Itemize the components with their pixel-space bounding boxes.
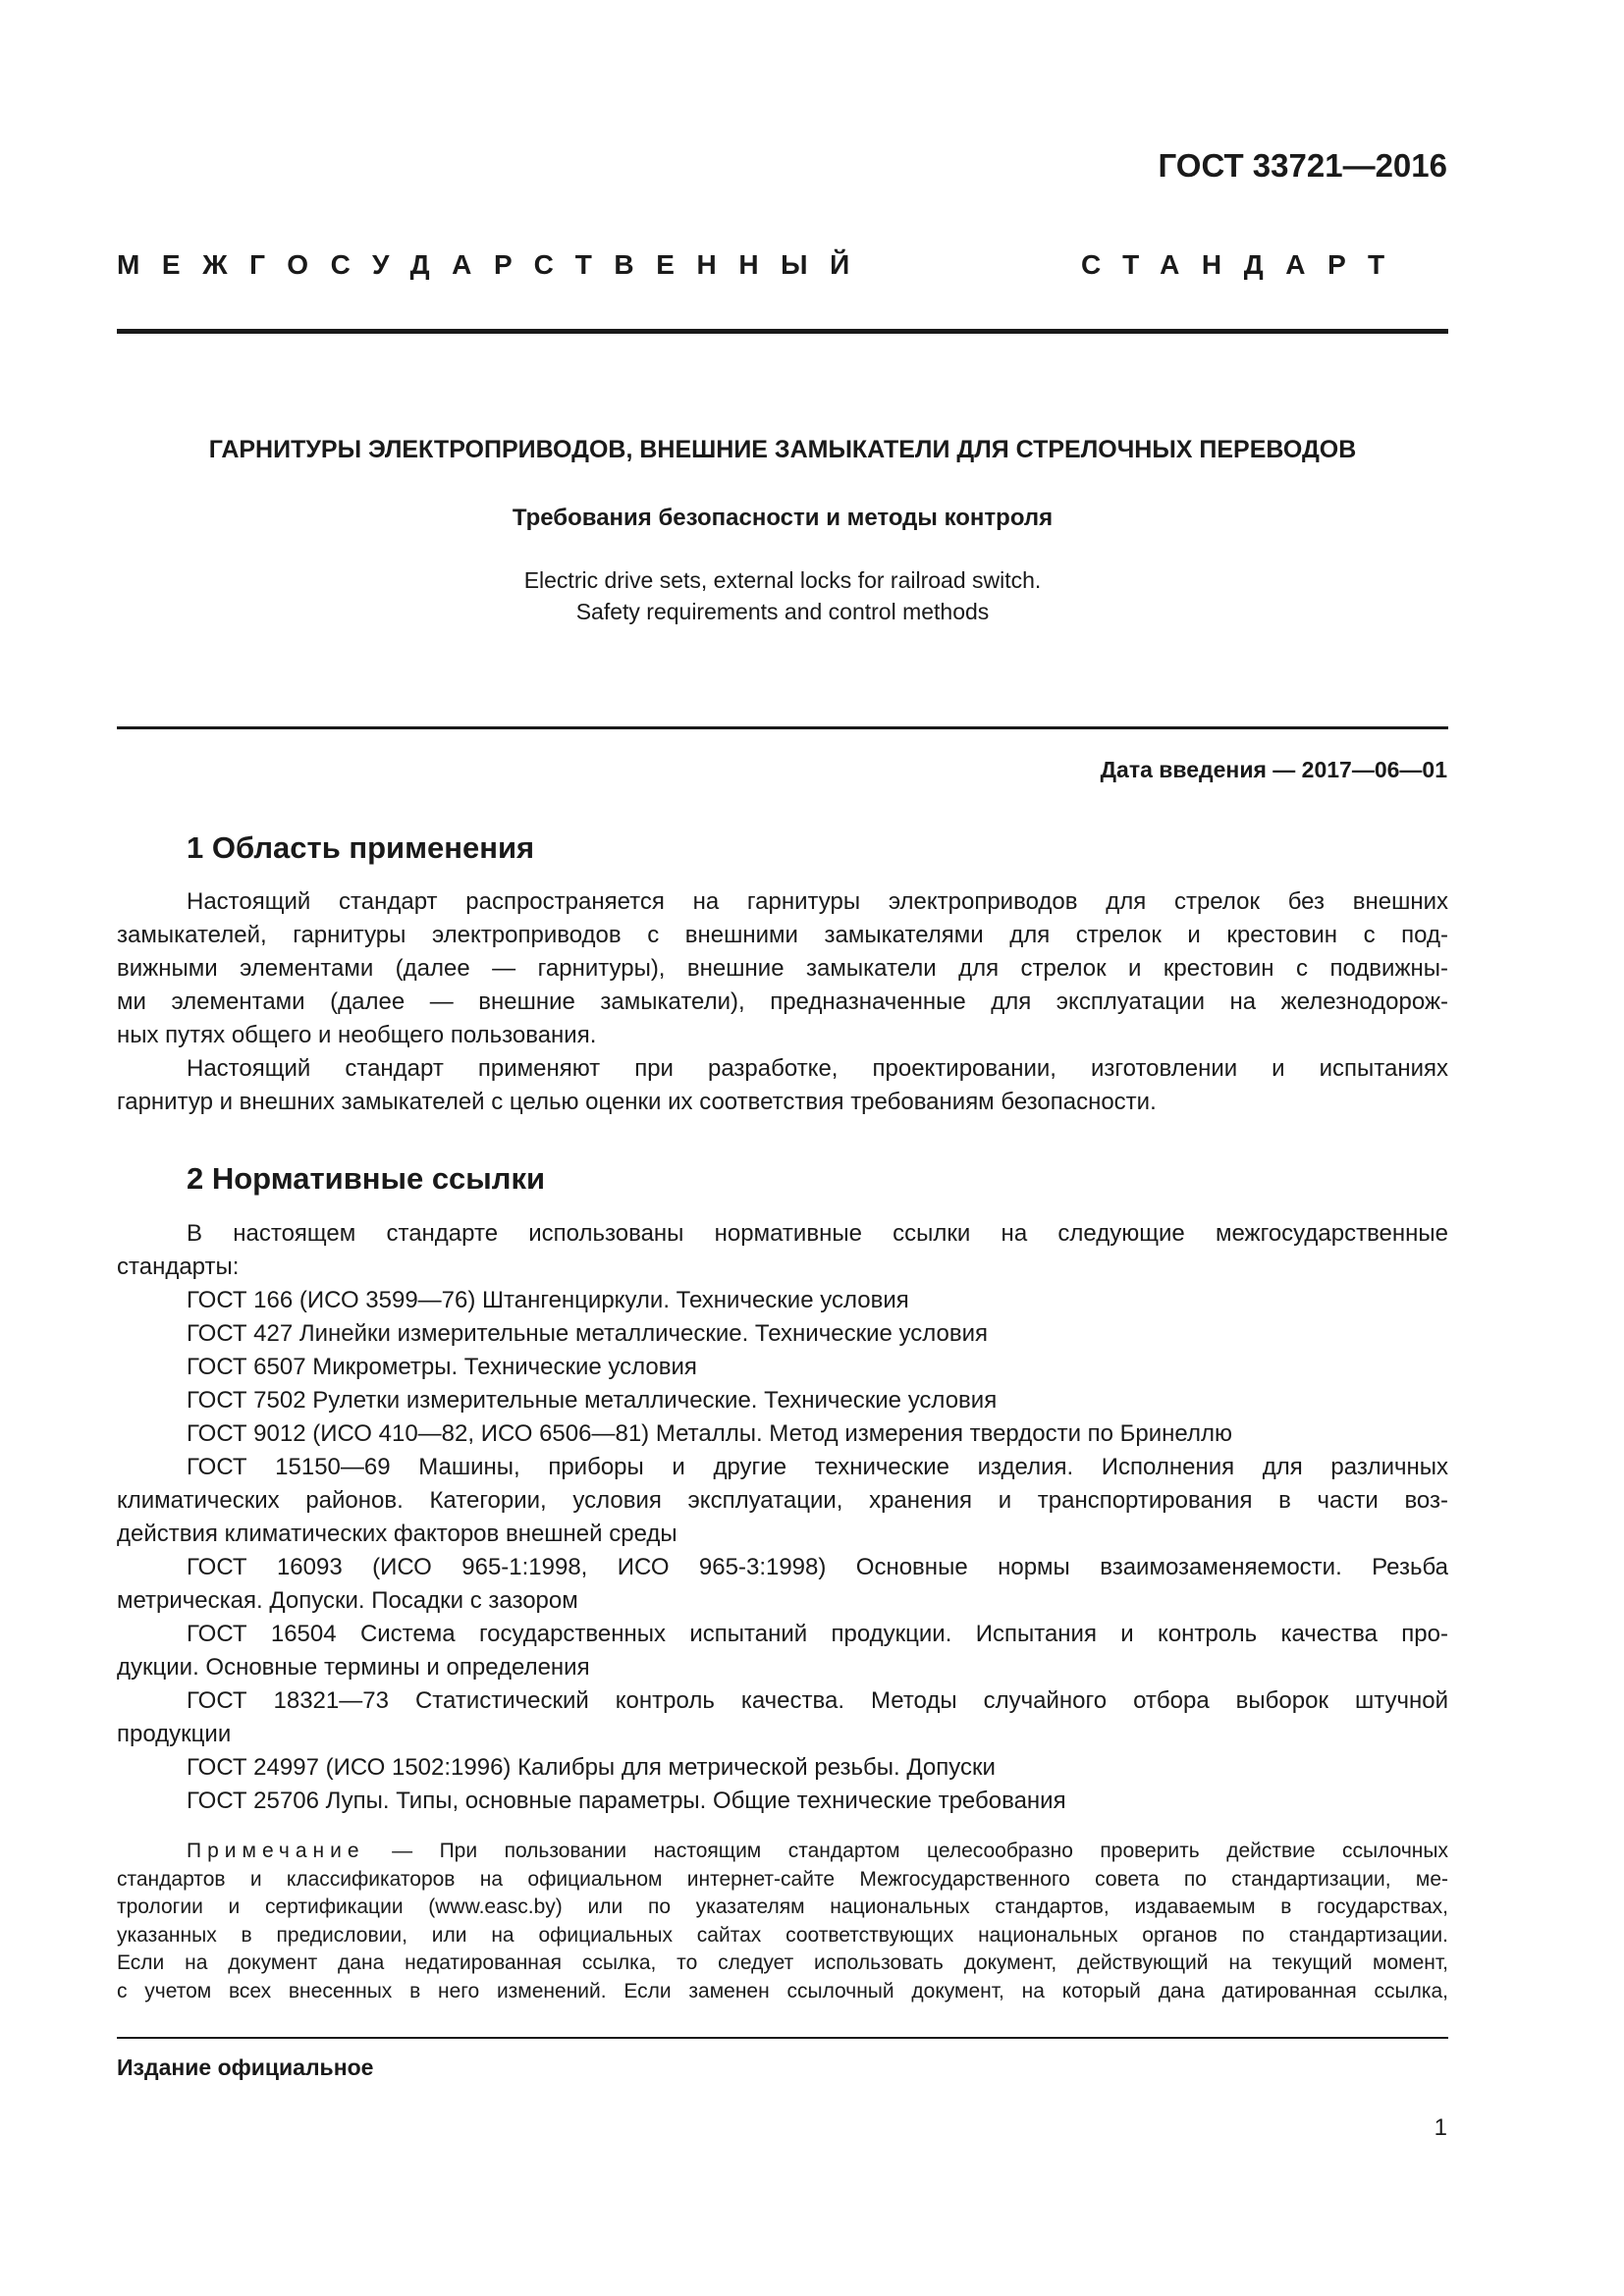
text-line: Настоящий стандарт применяют при разработке, проектировании, изготовлении и испытаниях [187, 1055, 1448, 1082]
reference-item: ГОСТ 24997 (ИСО 1502:1996) Калибры для метрической резьбы. Допуски [187, 1754, 996, 1781]
standard-type-word1: МЕЖГОСУДАРСТВЕННЫЙ [117, 249, 872, 280]
reference-item: ГОСТ 6507 Микрометры. Технические условия [187, 1354, 697, 1380]
english-title-line: Electric drive sets, external locks for railroad switch. [523, 567, 1042, 593]
note-line: стандартов и классификаторов на официальном интернет-сайте Межгосударственного совета по стандартизации, ме- [117, 1867, 1448, 1891]
text-line: гарнитур и внешних замыкателей с целью оценки их соответствия требованиям безопасности. [117, 1089, 1157, 1115]
text-line: Настоящий стандарт распространяется на гарнитуры электроприводов для стрелок без внешних [187, 888, 1448, 915]
text-line: В настоящем стандарте использованы нормативные ссылки на следующие межгосударственные [187, 1220, 1448, 1247]
document-number: ГОСТ 33721—2016 [1158, 147, 1447, 184]
text-line: действия климатических факторов внешней среды [117, 1521, 677, 1547]
note-line: Если на документ дана недатированная ссылка, то следует использовать документ, действующий на текущий момент, [117, 1951, 1448, 1974]
reference-item: ГОСТ 15150—69 Машины, приборы и другие технические изделия. Исполнения для различных [187, 1454, 1448, 1480]
text-line: стандарты: [117, 1254, 240, 1280]
english-title-line: Safety requirements and control methods [575, 599, 990, 624]
text-line: продукции [117, 1721, 232, 1747]
text-line: дукции. Основные термины и определения [117, 1654, 590, 1681]
text-line: ных путях общего и необщего пользования. [117, 1022, 597, 1048]
text-line: ми элементами (далее — внешние замыкатели), предназначенные для эксплуатации на железнодорож- [117, 988, 1448, 1015]
reference-item: ГОСТ 7502 Рулетки измерительные металлические. Технические условия [187, 1387, 998, 1414]
text-line: вижными элементами (далее — гарнитуры), внешние замыкатели для стрелок и крестовин с подвижны- [117, 955, 1448, 982]
note-line: с учетом всех внесенных в него изменений. Если заменен ссылочный документ, на который дана датированная ссылка, [117, 1979, 1448, 2002]
note-line [117, 1838, 1448, 1866]
page-number: 1 [1434, 2114, 1447, 2141]
footer-rule [117, 2037, 1448, 2039]
document-title: ГАРНИТУРЫ ЭЛЕКТРОПРИВОДОВ, ВНЕШНИЕ ЗАМЫКАТЕЛИ ДЛЯ СТРЕЛОЧНЫХ ПЕРЕВОДОВ [208, 436, 1357, 463]
english-title [117, 564, 1448, 627]
document-subtitle: Требования безопасности и методы контроля [512, 505, 1054, 531]
text-line: климатических районов. Категории, условия эксплуатации, хранения и транспортирования в части воз- [117, 1487, 1448, 1514]
introduction-date: Дата введения — 2017—06—01 [1100, 757, 1447, 782]
note-text: — При пользовании настоящим стандартом целесообразно проверить действие ссылочных [364, 1840, 1448, 1862]
title-rule [117, 726, 1448, 729]
reference-item: ГОСТ 9012 (ИСО 410—82, ИСО 6506—81) Металлы. Метод измерения твердости по Бринеллю [187, 1420, 1232, 1447]
reference-item: ГОСТ 25706 Лупы. Типы, основные параметры. Общие технические требования [187, 1788, 1066, 1814]
section-body-scope [117, 885, 1448, 1119]
section-body-references [117, 1217, 1448, 1818]
note-line: трологии и сертификации (www.easc.by) или по указателям национальных стандартов, издаваемым в государствах, [117, 1896, 1448, 1918]
section-heading-scope: 1 Область применения [187, 830, 535, 865]
reference-item: ГОСТ 427 Линейки измерительные металлические. Технические условия [187, 1320, 988, 1347]
edition-label: Издание официальное [117, 2055, 374, 2080]
standard-type-word2: СТАНДАРТ [1081, 249, 1407, 280]
header-rule [117, 329, 1448, 334]
note-line: указанных в предисловии, или на официальных сайтах соответствующих национальных органов по стандартизации. [117, 1923, 1448, 1947]
note-block [117, 1838, 1448, 2005]
reference-item: ГОСТ 16093 (ИСО 965-1:1998, ИСО 965-3:1998) Основные нормы взаимозаменяемости. Резьба [187, 1554, 1448, 1580]
reference-item: ГОСТ 166 (ИСО 3599—76) Штангенциркули. Технические условия [187, 1287, 909, 1313]
text-line: метрическая. Допуски. Посадки с зазором [117, 1587, 578, 1614]
section-heading-references: 2 Нормативные ссылки [187, 1161, 546, 1196]
text-line: замыкателей, гарнитуры электроприводов с внешними замыкателями для стрелок и крестовин с под- [117, 922, 1448, 948]
note-label: Примечание [187, 1840, 365, 1862]
reference-item: ГОСТ 16504 Система государственных испытаний продукции. Испытания и контроль качества про- [187, 1621, 1448, 1647]
reference-item: ГОСТ 18321—73 Статистический контроль качества. Методы случайного отбора выборок штучной [187, 1687, 1448, 1714]
